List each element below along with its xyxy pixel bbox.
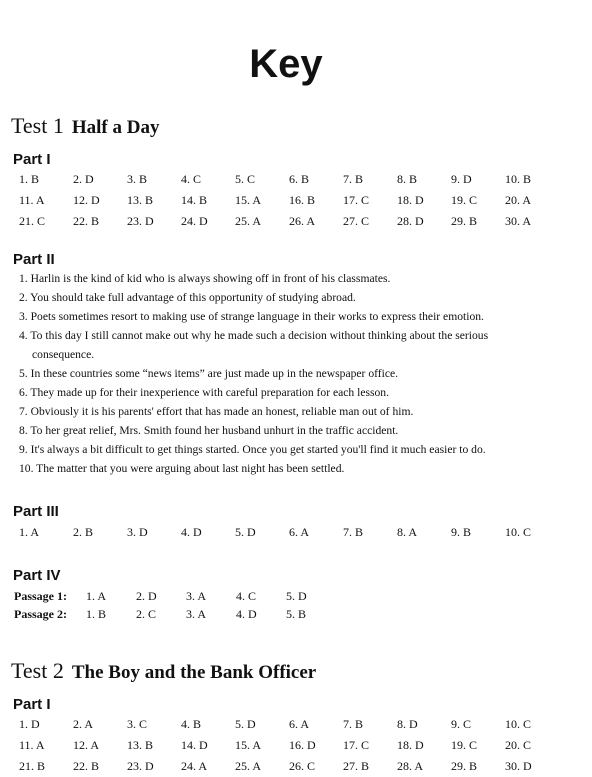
- answer-cell: 14. B: [181, 193, 208, 207]
- answer-cell: 8. A: [397, 525, 418, 539]
- answer-cell: 8. B: [397, 172, 418, 186]
- answer-cell: 9. D: [451, 172, 472, 186]
- test-1-name: Half a Day: [71, 117, 160, 138]
- answer-cell: 17. C: [343, 193, 370, 207]
- answer-cell: 2. A: [73, 717, 94, 731]
- passage-answer: 2. C: [136, 607, 157, 621]
- answer-cell: 25. A: [235, 214, 262, 228]
- sentence-line: 3. Poets sometimes resort to making use of strange language in their works to express their emotion.: [19, 310, 484, 323]
- sentence-line: 8. To her great relief, Mrs. Smith found her husband unhurt in the traffic accident.: [19, 424, 399, 437]
- passage-answer: 2. D: [136, 589, 157, 603]
- test-2-number: Test 2: [11, 658, 64, 683]
- test-2-part-1-heading: Part I: [13, 696, 51, 713]
- answer-cell: 17. C: [343, 738, 370, 752]
- answer-cell: 9. C: [451, 717, 472, 731]
- answer-cell: 11. A: [19, 193, 45, 207]
- test-1-part-2-sentences: [19, 269, 564, 478]
- answer-cell: 6. B: [289, 172, 310, 186]
- answer-cell: 1. B: [19, 172, 40, 186]
- answer-cell: 24. A: [181, 759, 208, 773]
- answer-cell: 30. A: [505, 214, 532, 228]
- answer-cell: 20. A: [505, 193, 532, 207]
- test-1-part-3-answers: [16, 522, 556, 543]
- answer-cell: 5. D: [235, 525, 256, 539]
- answer-cell: 24. D: [181, 214, 208, 228]
- test-1-part-4-heading: Part IV: [13, 567, 61, 584]
- answer-cell: 10. B: [505, 172, 532, 186]
- test-1-part-1-answers: [16, 169, 556, 232]
- answer-cell: 29. B: [451, 759, 478, 773]
- answer-cell: 16. B: [289, 193, 316, 207]
- page-title: Key: [249, 42, 323, 86]
- test-1-number: Test 1: [11, 113, 64, 138]
- answer-cell: 3. C: [127, 717, 148, 731]
- answer-cell: 10. C: [505, 717, 532, 731]
- answer-cell: 3. D: [127, 525, 148, 539]
- answer-cell: 12. D: [73, 193, 100, 207]
- answer-cell: 27. B: [343, 759, 370, 773]
- passage-label: Passage 1:: [14, 589, 67, 603]
- sentence-line: 4. To this day I still cannot make out why he made such a decision without thinking about the serious: [19, 329, 489, 342]
- answer-cell: 23. D: [127, 214, 154, 228]
- sentence-line: 10. The matter that you were arguing about last night has been settled.: [19, 462, 345, 475]
- answer-cell: 14. D: [181, 738, 208, 752]
- answer-cell: 2. B: [73, 525, 94, 539]
- answer-cell: 15. A: [235, 193, 262, 207]
- test-1-heading: [11, 113, 159, 139]
- answer-cell: 26. A: [289, 214, 316, 228]
- answer-cell: 29. B: [451, 214, 478, 228]
- sentence-line: 7. Obviously it is his parents' effort that has made an honest, reliable man out of him.: [19, 405, 414, 418]
- test-1-part-3-heading: Part III: [13, 503, 59, 520]
- answer-cell: 2. D: [73, 172, 94, 186]
- passage-answer: 1. A: [86, 589, 107, 603]
- answer-cell: 12. A: [73, 738, 100, 752]
- answer-cell: 26. C: [289, 759, 316, 773]
- answer-cell: 6. A: [289, 717, 310, 731]
- passage-1-row: [14, 586, 334, 606]
- sentence-line: consequence.: [32, 348, 95, 361]
- answer-cell: 18. D: [397, 738, 424, 752]
- answer-cell: 4. B: [181, 717, 202, 731]
- answer-cell: 10. C: [505, 525, 532, 539]
- test-2-part-1-answers: [16, 714, 556, 777]
- answer-cell: 11. A: [19, 738, 45, 752]
- answer-cell: 28. D: [397, 214, 424, 228]
- answer-cell: 18. D: [397, 193, 424, 207]
- test-1-part-1-heading: Part I: [13, 151, 51, 168]
- sentence-line: 6. They made up for their inexperience with careful preparation for each lesson.: [19, 386, 389, 399]
- answer-cell: 22. B: [73, 759, 100, 773]
- answer-cell: 3. B: [127, 172, 148, 186]
- answer-cell: 23. D: [127, 759, 154, 773]
- answer-cell: 21. C: [19, 214, 46, 228]
- answer-cell: 30. D: [505, 759, 532, 773]
- answer-cell: 1. A: [19, 525, 40, 539]
- answer-cell: 5. C: [235, 172, 256, 186]
- answer-cell: 16. D: [289, 738, 316, 752]
- passage-answer: 4. C: [236, 589, 257, 603]
- passage-answer: 4. D: [236, 607, 257, 621]
- passage-label: Passage 2:: [14, 607, 67, 621]
- passage-2-row: [14, 604, 334, 624]
- passage-answer: 5. B: [286, 607, 307, 621]
- answer-cell: 5. D: [235, 717, 256, 731]
- passage-answer: 5. D: [286, 589, 307, 603]
- answer-cell: 20. C: [505, 738, 532, 752]
- answer-cell: 13. B: [127, 193, 154, 207]
- sentence-line: 5. In these countries some “news items” are just made up in the newspaper office.: [19, 367, 399, 380]
- test-2-heading: [11, 658, 316, 684]
- answer-cell: 22. B: [73, 214, 100, 228]
- sentence-line: 2. You should take full advantage of this opportunity of studying abroad.: [19, 291, 356, 304]
- answer-cell: 13. B: [127, 738, 154, 752]
- answer-cell: 4. D: [181, 525, 202, 539]
- answer-cell: 25. A: [235, 759, 262, 773]
- passage-answer: 3. A: [186, 607, 207, 621]
- answer-cell: 8. D: [397, 717, 418, 731]
- passage-answer: 3. A: [186, 589, 207, 603]
- answer-cell: 19. C: [451, 738, 478, 752]
- answer-cell: 6. A: [289, 525, 310, 539]
- test-1-part-2-heading: Part II: [13, 251, 55, 268]
- answer-cell: 7. B: [343, 525, 364, 539]
- sentence-line: 9. It's always a bit difficult to get things started. Once you get started you'll find it much easier to do.: [19, 443, 486, 456]
- passage-answer: 1. B: [86, 607, 107, 621]
- answer-cell: 1. D: [19, 717, 40, 731]
- sentence-line: 1. Harlin is the kind of kid who is always showing off in front of his classmates.: [19, 272, 391, 285]
- answer-cell: 7. B: [343, 172, 364, 186]
- answer-cell: 4. C: [181, 172, 202, 186]
- answer-cell: 7. B: [343, 717, 364, 731]
- answer-cell: 28. A: [397, 759, 424, 773]
- answer-cell: 9. B: [451, 525, 472, 539]
- test-2-name: The Boy and the Bank Officer: [71, 662, 317, 683]
- answer-cell: 27. C: [343, 214, 370, 228]
- answer-cell: 19. C: [451, 193, 478, 207]
- answer-cell: 21. B: [19, 759, 46, 773]
- answer-cell: 15. A: [235, 738, 262, 752]
